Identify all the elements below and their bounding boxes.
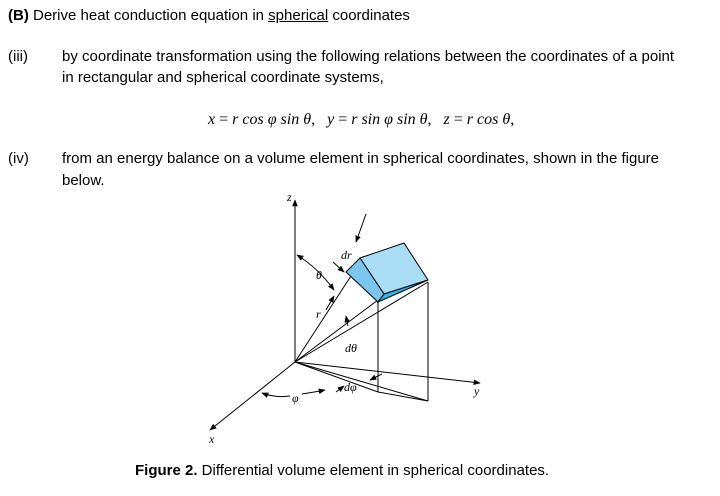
base-line-2 bbox=[295, 362, 428, 401]
item-number-iv: (iv) bbox=[8, 150, 29, 167]
item-iv-line2: below. bbox=[62, 172, 105, 189]
eq-z-lhs: z bbox=[443, 111, 450, 128]
dr-label: dr bbox=[341, 248, 352, 262]
x-axis bbox=[210, 362, 295, 430]
phi-arc-left bbox=[262, 393, 290, 397]
section-label: (B) bbox=[8, 7, 29, 24]
r-label: r bbox=[316, 307, 321, 321]
volume-element bbox=[346, 243, 428, 302]
item-iv-line1: from an energy balance on a volume element in spherical coordinates, shown in the figure bbox=[62, 150, 660, 167]
dphi-arrow-right bbox=[370, 374, 382, 380]
phi-label: φ bbox=[292, 391, 299, 405]
eq-x-lhs: x bbox=[208, 111, 216, 128]
section-title-pre: Derive heat conduction equation in bbox=[33, 7, 269, 24]
radius-line-3 bbox=[295, 282, 428, 362]
dtheta-label: dθ bbox=[345, 341, 357, 355]
dr-arrow-top bbox=[356, 214, 366, 242]
section-title-underlined: spherical bbox=[268, 7, 329, 24]
item-iii-line2: in rectangular and spherical coordinate systems, bbox=[62, 69, 384, 86]
phi-arc-right bbox=[302, 390, 325, 394]
y-label: y bbox=[474, 384, 480, 398]
eq-y-rhs: r sin φ sin θ bbox=[351, 111, 428, 128]
radius-line-2 bbox=[295, 300, 378, 362]
eq-y-lhs: y bbox=[327, 111, 335, 128]
caption-text: Differential volume element in spherical coordinates. bbox=[197, 462, 550, 479]
section-title-post: coordinates bbox=[328, 7, 410, 24]
item-iii-line1: by coordinate transformation using the following relations between the coordinates of a point bbox=[62, 48, 675, 65]
theta-label: θ bbox=[316, 268, 322, 282]
caption-bold: Figure 2. bbox=[135, 462, 198, 479]
eq-z-rhs: r cos θ bbox=[466, 111, 511, 128]
x-label: x bbox=[209, 432, 215, 446]
dtheta-arrow bbox=[346, 316, 348, 326]
coordinate-equation: x = r cos φ sin θ, y = r sin φ sin θ, z = r cos θ, bbox=[208, 111, 515, 128]
figure-caption bbox=[135, 461, 549, 481]
dphi-arrow-left bbox=[336, 386, 344, 392]
eq-x-rhs: r cos φ sin θ bbox=[232, 111, 312, 128]
z-label: z bbox=[287, 190, 292, 204]
dphi-label: dφ bbox=[344, 380, 357, 394]
dr-arrow-bottom bbox=[333, 262, 344, 272]
item-number-iii: (iii) bbox=[8, 48, 28, 65]
